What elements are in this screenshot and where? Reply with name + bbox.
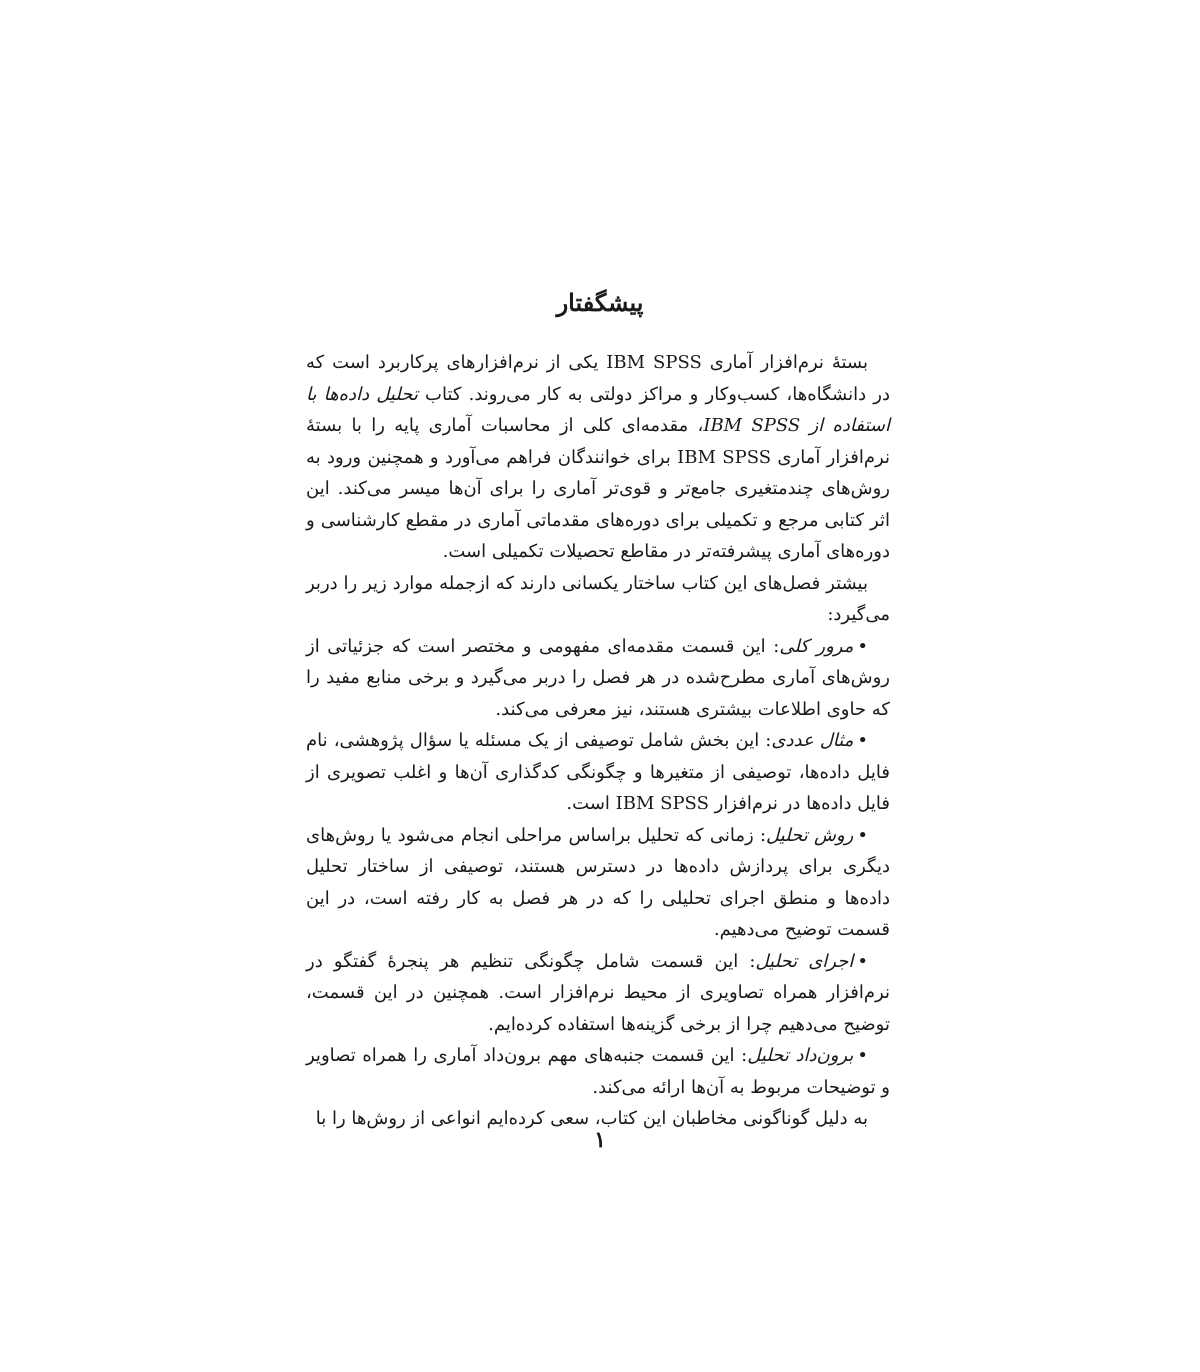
bullet-label: روش تحلیل bbox=[766, 824, 854, 846]
bullet-icon: • bbox=[857, 1045, 868, 1066]
bullet-text: : زمانی که تحلیل براساس مراحلی انجام می‌شود یا روش‌های دیگری برای پردازش داده‌ها در دسترس هستند، توصیفی از ساختار تحلیل داده‌ها و منطق اجرای تحلیلی را که در هر فصل به کار رفته است، در این قسمت توضیح می‌دهیم. bbox=[306, 824, 890, 940]
intro-text-rest: ، مقدمه‌ای کلی از محاسبات آماری پایه را با بستهٔ نرم‌افزار آماری IBM SPSS برای خوانندگان فراهم می‌آورد و همچنین ورود به روش‌های چندمتغیری جامع‌تر و قوی‌تر آماری را برای آن‌ها میسر می‌کند. این اثر کتابی مرجع و تکمیلی برای دوره‌های مقدماتی آماری در مقطع کارشناسی و دوره‌های آماری پیشرفته‌تر در مقاطع تحصیلات تکمیلی است. bbox=[306, 415, 890, 562]
page-title: پیشگفتار bbox=[556, 288, 644, 317]
bullet-label: اجرای تحلیل bbox=[755, 950, 854, 972]
bullet-output bbox=[306, 1040, 890, 1103]
body-text bbox=[306, 347, 890, 1135]
intro-text: بستهٔ نرم‌افزار آماری IBM SPSS یکی از نرم‌افزارهای پرکاربرد است که در دانشگاه‌ها، کسب‌وکار و مراکز دولتی به کار می‌روند. کتاب bbox=[306, 352, 890, 405]
bullet-run bbox=[306, 946, 890, 1041]
bullet-example bbox=[306, 725, 890, 820]
bullet-method bbox=[306, 820, 890, 946]
bullet-icon: • bbox=[857, 730, 868, 751]
bullet-label: مرور کلی bbox=[779, 635, 854, 657]
paragraph-structure: بیشتر فصل‌های این کتاب ساختار یکسانی دارند که ازجمله موارد زیر را دربر می‌گیرد: bbox=[306, 572, 890, 625]
bullet-icon: • bbox=[857, 635, 868, 657]
paragraph-intro bbox=[306, 347, 890, 568]
bullet-icon: • bbox=[857, 950, 868, 972]
bullet-text: : این قسمت مقدمه‌ای مفهومی و مختصر است که جزئیاتی از روش‌های آماری مطرح‌شده در هر فصل را دربر می‌گیرد و برخی منابع مفید را که حاوی اطلاعات بیشتری هستند، نیز معرفی می‌کند. bbox=[306, 635, 890, 720]
bullet-overview bbox=[306, 631, 890, 726]
page-number: ۱ bbox=[594, 1127, 606, 1153]
bullet-text: : این قسمت جنبه‌های مهم برون‌داد آماری را همراه تصاویر و توضیحات مربوط به آن‌ها ارائه می‌کند. bbox=[306, 1045, 890, 1098]
bullet-label: مثال عددی bbox=[771, 730, 854, 751]
bullet-text: : این بخش شامل توصیفی از یک مسئله یا سؤال پژوهشی، نام فایل داده‌ها، توصیفی از متغیرها و چگونگی کدگذاری آن‌ها و اغلب تصویری از فایل داده‌ها در نرم‌افزار IBM SPSS است. bbox=[306, 730, 890, 814]
paragraph-audience: به دلیل گوناگونی مخاطبان این کتاب، سعی کرده‌ایم انواعی از روش‌ها را با bbox=[315, 1108, 868, 1129]
bullet-label: برون‌داد تحلیل bbox=[747, 1045, 854, 1066]
bullet-icon: • bbox=[857, 824, 869, 846]
book-title-italic: تحلیل داده‌ها با استفاده از IBM SPSS bbox=[306, 383, 891, 436]
bullet-text: : این قسمت شامل چگونگی تنظیم هر پنجرهٔ گفتگو در نرم‌افزار همراه تصاویری از محیط نرم‌افزار است. همچنین در این قسمت، توضیح می‌دهیم چرا از برخی گزینه‌ها استفاده کرده‌ایم. bbox=[306, 950, 890, 1035]
